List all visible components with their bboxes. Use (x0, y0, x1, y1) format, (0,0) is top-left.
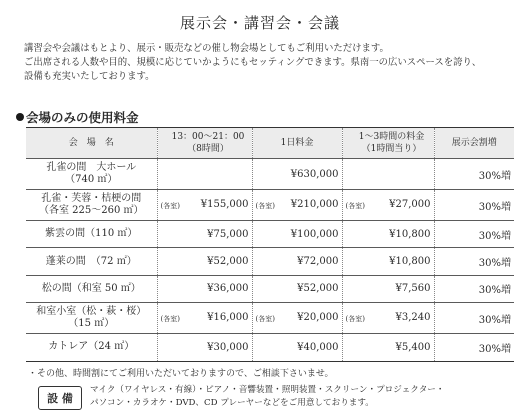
price-evening-value: ¥75,000 (207, 228, 249, 240)
equipment-line: パソコン・カラオケ・DVD、CD プレーヤーなどをご用意しております。 (90, 397, 374, 408)
price-full-day-value: ¥210,000 (290, 199, 339, 210)
price-short-value: ¥3,240 (395, 312, 431, 324)
bullet-icon (16, 113, 24, 121)
intro-line: ご出席される人数や目的、規模に応じていかようにもセッティングできます。県南一の広いスペースを誇り、 (24, 57, 482, 68)
price-full-day-value: ¥72,000 (297, 256, 339, 268)
surcharge: 30%増 (434, 159, 514, 190)
each-room-label: (各室) (345, 202, 365, 210)
price-full-day-value: ¥630,000 (290, 168, 339, 180)
price-evening-value: ¥16,000 (207, 312, 249, 324)
room-name-line1: 孔雀の間 大ホール (46, 162, 137, 173)
room-name-line1: 松の間（和室 50 ㎡） (41, 282, 141, 294)
section-heading-text: 会場のみの使用料金 (26, 110, 139, 125)
price-short (342, 334, 434, 361)
price-full-day (252, 334, 342, 361)
surcharge: 30%増 (434, 190, 514, 221)
surcharge: 30%増 (434, 275, 514, 302)
price-full-day-value: ¥20,000 (297, 312, 339, 324)
room-name (26, 303, 157, 334)
header-venue: 会 場 名 (26, 128, 157, 159)
each-room-label: (各室) (160, 315, 180, 324)
price-evening-value: ¥52,000 (207, 256, 249, 268)
room-name-line2: （各室 225～260 ㎡） (38, 205, 144, 216)
price-short-value: ¥10,800 (389, 228, 431, 240)
section-heading (16, 108, 139, 126)
price-short-value: ¥5,400 (395, 341, 431, 353)
room-name-line1: 蓬莱の間 （72 ㎡） (45, 255, 137, 267)
intro-text (24, 42, 512, 84)
price-evening (157, 303, 252, 334)
price-table (26, 127, 514, 362)
price-short (342, 303, 434, 334)
price-short (342, 275, 434, 302)
room-name (26, 275, 157, 302)
price-evening (157, 159, 252, 190)
price-evening-value: ¥30,000 (207, 341, 249, 353)
price-short (342, 221, 434, 248)
room-name-line2: （740 ㎡） (65, 174, 118, 185)
price-short-value: ¥27,000 (389, 199, 431, 210)
price-evening (157, 190, 252, 221)
intro-line: 講習会や会議はもとより、展示・販売などの催し物会場としてもご利用いただけます。 (24, 43, 389, 54)
price-short (342, 190, 434, 221)
surcharge: 30%増 (434, 334, 514, 361)
price-evening (157, 275, 252, 302)
each-room-label: (各室) (255, 202, 275, 210)
room-name-line2: （15 ㎡） (68, 318, 115, 330)
price-short (342, 159, 434, 190)
room-name (26, 159, 157, 190)
price-evening (157, 334, 252, 361)
intro-line: 設備も充実いたしております。 (24, 71, 155, 82)
footnote: ・その他、時間割にてご利用いただいておりますので、ご相談下さいませ。 (28, 369, 334, 379)
header-short (342, 128, 434, 159)
price-full-day (252, 303, 342, 334)
price-full-day (252, 221, 342, 248)
price-short (342, 248, 434, 275)
price-evening (157, 248, 252, 275)
table-row (26, 221, 514, 248)
price-short-value: ¥7,560 (395, 283, 431, 295)
table-header-row (26, 128, 514, 159)
header-exhibition: 展示会割増 (434, 128, 514, 159)
price-evening-value: ¥155,000 (200, 199, 249, 210)
room-name-line1: 孔雀・芙蓉・桔梗の間 (41, 193, 142, 204)
table-row (26, 303, 514, 334)
each-room-label: (各室) (160, 202, 180, 210)
header-short-line2: （1時間当り） (361, 144, 422, 154)
price-full-day-value: ¥100,000 (290, 228, 339, 240)
equipment-line: マイク（ワイヤレス・有線）・ピアノ・音響装置・照明装置・スクリーン・プロジェクター・ (90, 385, 445, 395)
room-name (26, 221, 157, 248)
price-full-day (252, 275, 342, 302)
room-name-line1: 紫雲の間（110 ㎡） (45, 228, 138, 240)
price-full-day (252, 190, 342, 221)
price-full-day (252, 159, 342, 190)
surcharge: 30%増 (434, 248, 514, 275)
price-short-value: ¥10,800 (389, 256, 431, 268)
price-evening (157, 221, 252, 248)
price-evening-value: ¥36,000 (207, 283, 249, 295)
room-name-line1: 和室小室（松・萩・桜） (36, 306, 147, 318)
page-title: 展示会・講習会・会議 (179, 14, 340, 32)
header-evening-line1: 13：00～21：00 (171, 132, 245, 142)
each-room-label: (各室) (345, 315, 365, 324)
header-evening-line2: （8時間） (187, 144, 229, 154)
room-name (26, 190, 157, 221)
header-short-line1: 1～3時間の料金 (358, 132, 425, 142)
table-row (26, 190, 514, 221)
price-full-day-value: ¥52,000 (297, 283, 339, 295)
equipment-list (90, 384, 510, 409)
surcharge: 30%増 (434, 303, 514, 334)
room-name (26, 248, 157, 275)
table-row (26, 275, 514, 302)
surcharge: 30%増 (434, 221, 514, 248)
room-name-line1: カトレア（24 ㎡） (48, 341, 135, 353)
header-full-day: 1日料金 (252, 128, 342, 159)
price-full-day-value: ¥40,000 (297, 341, 339, 353)
room-name (26, 334, 157, 361)
table-row (26, 334, 514, 361)
table-row (26, 159, 514, 190)
equipment-label: 設 備 (38, 386, 82, 410)
each-room-label: (各室) (255, 315, 275, 324)
header-evening (157, 128, 252, 159)
price-full-day (252, 248, 342, 275)
table-row (26, 248, 514, 275)
